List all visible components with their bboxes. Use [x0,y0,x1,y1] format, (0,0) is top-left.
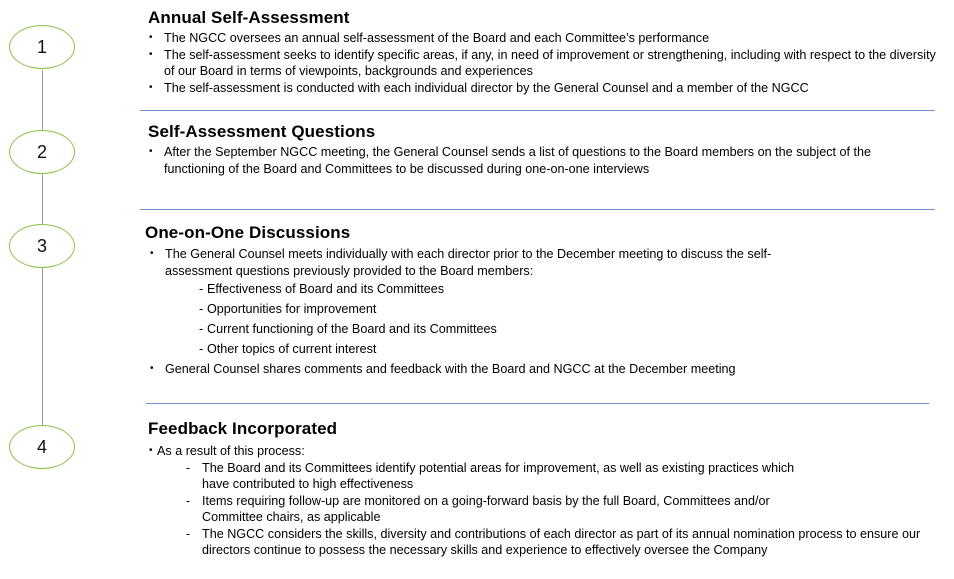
bullet-item: • As a result of this process: [148,443,938,460]
bullet-item: • The NGCC oversees an annual self-assessment of the Board and each Committee’s performance [148,30,938,47]
section-title: One-on-One Discussions [145,223,351,242]
sub-list [148,460,938,559]
bullet-item: • The General Counsel meets individually with each director prior to the December meeting to discuss the self-assessment questions previously provided to the Board members: [149,246,830,279]
feedback-incorporated-section [148,419,938,559]
bullet-item: • General Counsel shares comments and feedback with the Board and NGCC at the December meeting [149,361,845,378]
section-title: Self-Assessment Questions [148,122,376,141]
bullet-item: • After the September NGCC meeting, the General Counsel sends a list of questions to the Board members on the subject of the functioning of the Board and Committees to be discussed during one-on-one interviews [148,144,928,177]
sub-list [149,281,845,358]
step-4-circle [9,425,75,469]
step-3-circle [9,224,75,268]
section-divider [140,209,935,210]
sub-item: - The Board and its Committees identify potential areas for improvement, as well as existing practices which have contributed to high effectiveness [186,460,795,491]
step-number: 4 [36,436,47,457]
sub-item: - Other topics of current interest [199,342,377,356]
step-1-circle [9,25,75,69]
sub-item: - Items requiring follow-up are monitored on a going-forward basis by the full Board, Committees and/or Committee chairs, as applicable [186,493,770,524]
sub-item: - The NGCC considers the skills, diversity and contributions of each director as part of its annual nomination process to ensure our directors continue to possess the necessary skills and experience to effectively oversee the Company [186,526,921,557]
section-title: Feedback Incorporated [148,419,338,438]
section-divider [146,403,929,404]
self-assessment-questions-section [148,122,928,177]
sub-item: - Current functioning of the Board and its Committees [199,322,497,336]
sub-item: - Effectiveness of Board and its Committees [199,282,445,296]
step-number: 3 [36,235,47,256]
section-divider [140,110,935,111]
one-on-one-discussions-section [145,223,845,378]
bullet-item: • The self-assessment seeks to identify specific areas, if any, in need of improvement or strengthening, including with respect to the diversity of our Board in terms of viewpoints, backgrounds and experiences [148,47,938,80]
sub-item: - Opportunities for improvement [199,302,377,316]
step-number: 2 [36,141,47,162]
section-title: Annual Self-Assessment [148,8,350,27]
annual-self-assessment-section [148,8,938,96]
step-number: 1 [36,36,47,57]
bullet-item: • The self-assessment is conducted with each individual director by the General Counsel and a member of the NGCC [148,80,938,97]
step-2-circle [9,130,75,174]
